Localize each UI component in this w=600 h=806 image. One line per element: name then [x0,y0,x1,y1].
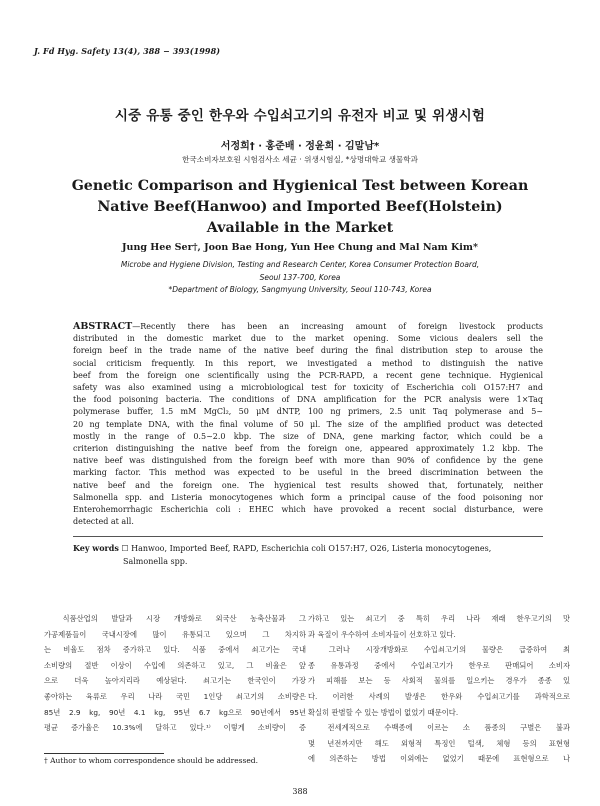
abstract-line: beef from the foreign one scientifically using the PCR-RAPD, a recent gene technique. Hygienical [73,370,543,380]
abstract-line: native beef was distinguished from the foreign beef with more than 90% of confidence by the gene [73,456,543,466]
abstract-line: Enterohemorrhagic Escherichia coli : EHEC which have provoked a recent social disturbance, were [73,505,543,515]
body-line: 확실히 판별할 수 있는 방법이 없었기 때문이다. [308,707,459,717]
abstract-line: social criticism frequently. In this report, we investigated a method to distinguish the native [73,358,543,368]
body-line: 과 육질이 우수하여 소비자들이 선호하고 있다. [308,629,456,639]
keywords-divider [73,536,543,537]
abstract-line: native beef and the foreign one. The hygienical test results showed that, fortunately, neither [73,480,543,490]
footnote-divider [44,753,164,754]
korean-affiliation: 한국소비자보호원 시험검사소 세균 · 위생시험실, *상명대학교 생물학과 [182,155,418,164]
english-title-line: Native Beef(Hanwoo) and Imported Beef(Holstein) [97,199,503,215]
korean-authors: 서정희† · 홍준배 · 정윤희 · 김말남* [220,141,380,152]
english-title [0,176,600,239]
body-column-right [308,611,570,767]
korean-title: 시중 유통 중인 한우와 수입쇠고기의 유전자 비교 및 위생시험 [114,108,486,124]
body-line: 그러나 시장개방화로 수입쇠고기의 물량은 급증하여 최 [308,645,570,655]
body-line: 전세계적으로 수백종에 이르는 소 품종의 구별은 불과 [308,723,570,733]
abstract-line: polymerase buffer, 1.5 mM MgCl₂, 50 μM dNTP, 100 ng primers, 2.5 unit Taq polymerase and 5~ [73,407,543,417]
affiliation-line: Microbe and Hygiene Division, Testing and Research Center, Korea Consumer Protection Board, [120,260,480,269]
abstract-line: mostly in the range of 0.5~2.0 kbp. The size of DNA, gene marking factor, which could be a [73,431,543,441]
body-line: 다. 이러한 사례의 발생은 한우와 수입쇠고기를 과학적으로 [308,691,570,701]
journal-citation: J. Fd Hyg. Safety 13(4), 388 − 393(1998) [34,46,221,56]
keywords-line: Hanwoo, Imported Beef, RAPD, Escherichia coli O157:H7, O26, Listeria monocytogenes, [131,544,492,553]
abstract-line: marking factor. This method was expected to be useful in the breed discrimination between the [73,468,543,478]
abstract-line: foreign beef in the trade name of the native beef during the final distribution step to arouse the [73,346,543,356]
keywords-line: Salmonella spp. [123,556,188,566]
keywords [73,542,491,568]
body-line: 는 비율도 점차 증가하고 있다. 식품 중에서 쇠고기는 국내 [44,645,306,655]
abstract-line: 20 ng template DNA, with the final volume of 50 μl. The size of the amplified product was detected [73,419,543,429]
abstract-line: distributed in the domestic market due to the market opening. Some vicious dealers sell the [73,334,543,344]
body-line: 좋아하는 육류로 우리 나라 국민 1인당 쇠고기의 소비량은 [44,691,306,701]
english-title-line: Genetic Comparison and Hygienical Test between Korean [71,178,529,194]
affiliation-line: Seoul 137-700, Korea [259,272,341,282]
body-line: 에 의존하는 방법 이외에는 없었기 때문에 표현형으로 나 [308,754,570,764]
abstract-line: safety was also examined using a microbiological test for toxicity of Escherichia coli O157:H7 and [73,383,543,393]
english-title-line: Available in the Market [206,220,394,236]
body-line: 가하고 있는 쇠고기 중 특히 우리 나라 재래 한우고기의 맛 [308,614,570,623]
abstract [73,321,543,528]
abstract-line: detected at all. [73,517,134,527]
footnote: † Author to whom correspondence should be addressed. [44,756,258,765]
body-line: 평균 증가율은 10.3%에 달하고 있다.¹⁾ 이렇게 소비량이 증 [44,723,306,733]
body-line: 85년 2.9 kg, 90년 4.1 kg, 95년 6.7 kg으로 90년에서 95년 [44,707,306,717]
abstract-label: ABSTRACT [73,321,133,332]
body-line: 가공제품들이 국내시장에 많이 유통되고 있으며 그 차지하 [44,629,306,639]
body-column-left [44,611,306,736]
abstract-line: criterion distinguishing the native beef from the foreign one, appeared approximately 1.2 kbp. The [73,444,543,454]
body-line: 가 피해를 보는 등 사회적 물의를 일으키는 경우가 종종 있 [308,676,570,686]
page-number: 388 [292,787,308,796]
body-line: 몇 년전까지만 해도 외형적 특징인 털색, 체형 등의 표현형 [308,738,570,748]
body-line: 으로 더욱 높아지리라 예상된다. 쇠고기는 한국인이 가장 [44,676,306,686]
body-line: 종 유통과정 중에서 수입쇠고기가 한우로 판매되어 소비자 [308,660,570,670]
affiliation-line: *Department of Biology, Sangmyung University, Seoul 110-743, Korea [168,285,432,294]
english-authors: Jung Hee Ser†, Joon Bae Hong, Yun Hee Chung and Mal Nam Kim* [122,242,478,253]
body-line: 소비량의 절반 이상이 수입에 의존하고 있고, 그 비율은 앞 [44,660,306,670]
keywords-label: Key words [73,543,119,553]
abstract-line: the food poisoning bacteria. The conditions of DNA amplification for the PCR analysis were 1×Taq [73,395,543,405]
abstract-line: ABSTRACT—Recently there has been an increasing amount of foreign livestock products [73,321,543,332]
english-affiliation [0,259,600,297]
abstract-line: Salmonella spp. and Listeria monocytogenes which form a principal cause of the food poisoning nor [73,492,543,502]
checkbox-icon: ☐ [118,544,132,553]
body-line: 식품산업의 발달과 시장 개방화로 외국산 농축산물과 그 [44,614,306,623]
